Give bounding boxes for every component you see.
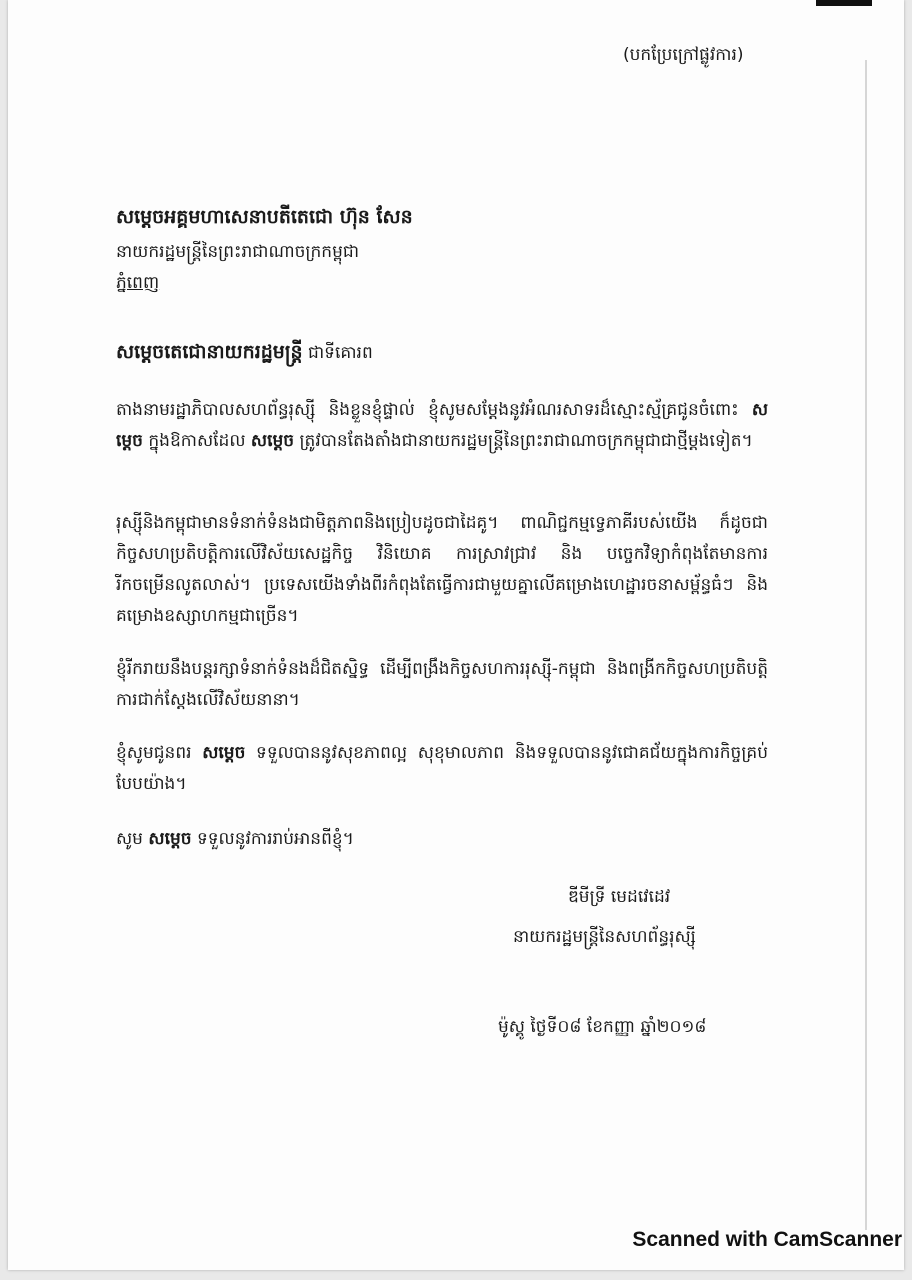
closing-segment: សូម (116, 829, 149, 849)
letter-date: ម៉ូស្គូ ថ្ងៃទី០៨ ខែកញ្ញា ឆ្នាំ២០១៨ (498, 1017, 707, 1037)
salutation (116, 340, 373, 368)
body-paragraph-2: រុស្ស៊ីនិងកម្ពុជាមានទំនាក់ទំនងជាមិត្តភាពនិងប្រៀបដូចជាដៃគូ។ ពាណិជ្ជកម្មទ្វេភាគីរបស់យើង ក៏ដូចជាកិច្ចសហប្រតិបត្តិការលើវិស័យសេដ្ឋកិច្ច វិនិយោគ ការស្រាវជ្រាវ និង បច្ចេកវិទ្យាកំពុងតែមានការរីកចម្រើនលូតលាស់។ ប្រទេសយើងទាំងពីរកំពុងតែធ្វើការជាមួយគ្នាលើគម្រោងហេដ្ឋារចនាសម្ព័ន្ធធំៗ និងគម្រោងឧស្សាហកម្មជាច្រើន។ (116, 513, 768, 626)
p4-segment: ទទួលបាននូវសុខភាពល្អ សុខុមាលភាព និងទទួលបាននូវជោគជ័យក្នុងការកិច្ចគ្រប់បែបយ៉ាង។ (116, 743, 768, 794)
p4-segment: ខ្ញុំសូមជូនពរ (116, 743, 203, 763)
translation-note: (បកប្រែក្រៅផ្លូវការ) (623, 45, 744, 65)
salutation-rest: ជាទីគោរព (307, 343, 373, 363)
p1-segment: ត្រូវបានតែងតាំងជានាយករដ្ឋមន្ត្រីនៃព្រះរាជាណាចក្រកម្ពុជាជាថ្មីម្តងទៀត។ (294, 431, 753, 451)
signatory-name: ឌីមីទ្រី មេដវេដេវ (568, 887, 671, 907)
p4-honorific: សម្តេច (202, 743, 246, 763)
p1-honorific: សម្តេច (116, 400, 768, 451)
letter (8, 0, 904, 1200)
recipient-city: ភ្នំពេញ (116, 273, 160, 293)
body-paragraph-4 (116, 738, 768, 800)
scanned-page (8, 0, 904, 1270)
body-paragraph-1 (116, 395, 768, 457)
recipient-name: សម្តេចអគ្គមហាសេនាបតីតេជោ ហ៊ុន សែន (116, 206, 413, 228)
camscanner-watermark: Scanned with CamScanner (632, 1228, 902, 1251)
closing-segment: ទទួលនូវការរាប់អានពីខ្ញុំ។ (191, 829, 354, 849)
salutation-honorific: សម្តេចតេជោនាយករដ្ឋមន្ត្រី (116, 341, 303, 363)
recipient-title: នាយករដ្ឋមន្ត្រីនៃព្រះរាជាណាចក្រកម្ពុជា (116, 242, 360, 262)
closing-honorific: សម្តេច (148, 829, 192, 849)
recipient-block (116, 205, 413, 297)
p1-honorific: សម្តេច (250, 431, 295, 451)
p1-segment: ក្នុងឱកាសដែល (142, 431, 251, 451)
closing-line (116, 828, 354, 853)
p1-segment: តាងនាមរដ្ឋាភិបាលសហព័ន្ធរុស្ស៊ី និងខ្លួនខ្ញុំផ្ទាល់ ខ្ញុំសូមសម្តែងនូវអំណរសាទរដ៏ស្មោះស្ម័គ្រជូនចំពោះ (116, 400, 752, 420)
signatory-title: នាយករដ្ឋមន្ត្រីនៃសហព័ន្ធរុស្ស៊ី (513, 927, 696, 947)
body-paragraph-3: ខ្ញុំរីករាយនឹងបន្តរក្សាទំនាក់ទំនងដ៏ជិតស្និទ្ធ ដើម្បីពង្រឹងកិច្ចសហការរុស្ស៊ី-កម្ពុជា និងពង្រីកកិច្ចសហប្រតិបត្តិការជាក់ស្តែងលើវិស័យនានា។ (116, 659, 768, 710)
